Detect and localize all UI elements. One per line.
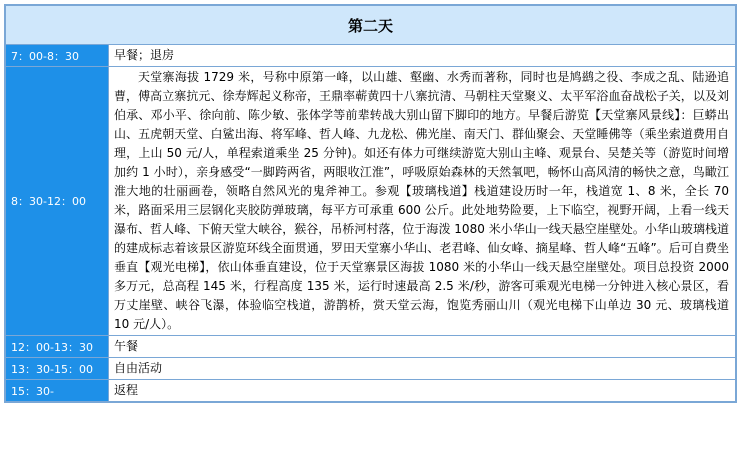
table-row [6, 45, 736, 67]
day-title: 第二天 [6, 6, 736, 45]
time-cell: 13：30-15：00 [6, 358, 109, 380]
time-cell: 8：30-12：00 [6, 67, 109, 336]
description-cell: 早餐；退房 [109, 45, 736, 67]
description-paragraph: 天堂寨海拔 1729 米，号称中原第一峰，以山雄、壑幽、水秀而著称，同时也是鸠鹚之役、李成之乱、陆逊追曹，傅高立寨抗元、徐寿辉起义称帝，王鼎率蕲黄四十八寨抗清、马朝柱天堂聚义、太平军浴血奋战松子关，以及刘伯承、邓小平、徐向前、陈少敏、张体学等前辈转战大别山留下脚印的地方。早餐后游览【天堂寨风景线】：巨蟒出山、五虎朝天堂、白鲨出海、将军峰、哲人峰、九龙松、佛光崖、南天门、群仙聚会、天堂睡佛等（乘坐索道费用自理，上山 50 元/人，单程索道乘坐 25 分钟)。如还有体力可继续游览大别山主峰、观景台、吴楚关等（游览时间增加约 1 小时），亲身感受“一脚跨两省，两眼收江淮”，呼吸原始森林的天然氧吧，畅怀山高风清的畅快之意，鸟瞰江淮大地的壮丽画卷，领略自然风光的鬼斧神工。参观【玻璃栈道】栈道建设历时一年，栈道宽 1、8 米，全长 70 米，路面采用三层钢化夹胶防弹玻璃，每平方可承重 600 公斤。此处地势险要，上下临空，视野开阔，上看一线天瀑布、哲人峰、下俯天堂大峡谷，猴谷，吊桥河村落，位于海泼 1080 米小华山一线天悬空崖壁处。小华山玻璃栈道的建成标志着该景区游览环线全面贯通，罗田天堂寨小华山、老君峰、仙女峰、摘星峰、哲人峰“五峰”。后可自费坐垂直【观光电梯】，依山体垂直建设，位于天堂寨景区海拔 1080 米的小华山一线天悬空崖壁处。项目总投资 2000 多万元，总高程 145 米，行程高度 135 米，运行时速最高 2.5 米/秒，游客可乘观光电梯一分钟进入核心景区，看万丈崖壁、峡谷飞瀑，体验临空栈道，游鹊桥，赏天堂云海，饱览秀丽山川（观光电梯下山单边 30 元、玻璃栈道 10 元/人）。 [114, 70, 729, 331]
description-cell: 自由活动 [109, 358, 736, 380]
time-cell: 15：30- [6, 380, 109, 402]
table-row [6, 67, 736, 336]
table-row [6, 358, 736, 380]
time-cell: 7：00-8：30 [6, 45, 109, 67]
time-cell: 12：00-13：30 [6, 336, 109, 358]
table-row [6, 336, 736, 358]
description-cell: 返程 [109, 380, 736, 402]
title-row [6, 6, 736, 45]
itinerary-sheet [4, 4, 737, 403]
table-row [6, 380, 736, 402]
description-cell [109, 67, 736, 336]
description-cell: 午餐 [109, 336, 736, 358]
itinerary-table [5, 5, 736, 402]
